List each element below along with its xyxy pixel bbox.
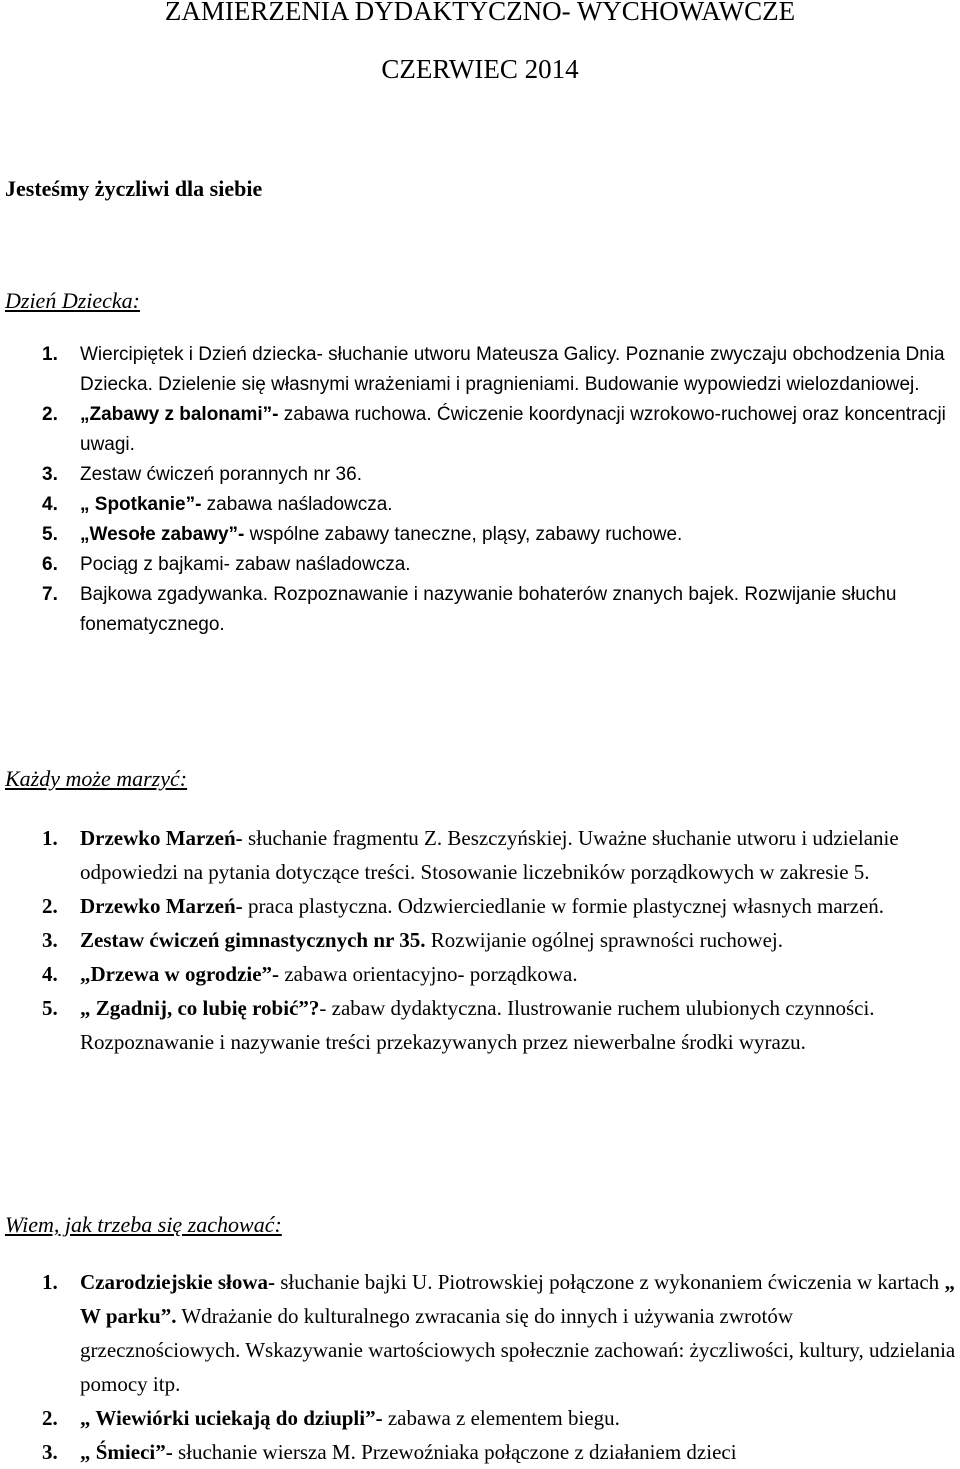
- list-item: [0, 991, 960, 1059]
- list-item: [0, 1265, 960, 1401]
- item-title: Czarodziejskie słowa-: [80, 1270, 275, 1294]
- item-text: Wiercipiętek i Dzień dziecka- słuchanie utworu Mateusza Galicy. Poznanie zwyczaju obchodzenia Dnia Dziecka. Dzielenie się własnymi wrażeniami i pragnieniami. Budowanie wypowiedzi wielozdaniowej.: [80, 344, 945, 395]
- item-number: 1.: [42, 344, 58, 365]
- list-item: [0, 520, 960, 550]
- item-title: Drzewko Marzeń-: [80, 894, 243, 918]
- item-text: zabawa naśladowcza.: [201, 494, 393, 515]
- item-number: 2.: [42, 1406, 58, 1430]
- list-item: [0, 460, 960, 490]
- item-number: 4.: [42, 494, 58, 515]
- section-heading-dzien-dziecka: Dzień Dziecka:: [5, 288, 141, 313]
- item-number: 3.: [42, 464, 58, 485]
- item-text: słuchanie fragmentu Z. Beszczyńskiej. Uważne słuchanie utworu i udzielanie odpowiedzi na pytania dotyczące treści. Stosowanie liczebników porządkowych w zakresie 5.: [80, 826, 899, 884]
- list-item: [0, 821, 960, 889]
- section-list-kazdy-moze-marzyc: [0, 821, 960, 1059]
- list-item: [0, 923, 960, 957]
- item-title: „Wesołe zabawy”-: [80, 524, 245, 545]
- list-item: [0, 490, 960, 520]
- item-title: „ Śmieci”-: [80, 1440, 173, 1464]
- item-number: 2.: [42, 404, 58, 425]
- item-text: słuchanie bajki U. Piotrowskiej połączone z wykonaniem ćwiczenia w kartach: [275, 1270, 945, 1294]
- item-number: 1.: [42, 826, 58, 850]
- section-list-wiem-jak-sie-zachowac: [0, 1265, 960, 1469]
- document-title: ZAMIERZENIA DYDAKTYCZNO- WYCHOWAWCZE: [164, 0, 796, 26]
- item-number: 3.: [42, 1440, 58, 1464]
- list-item: [0, 400, 960, 460]
- item-title-secondary: „ W parku”.: [80, 1270, 955, 1328]
- item-title: Drzewko Marzeń-: [80, 826, 243, 850]
- item-text: słuchanie wiersza M. Przewoźniaka połączone z działaniem dzieci: [172, 1440, 737, 1464]
- list-item: [0, 889, 960, 923]
- item-text: zabawa ruchowa. Ćwiczenie koordynacji wzrokowo-ruchowej oraz koncentracji uwagi.: [80, 404, 946, 455]
- section-heading-kazdy-moze-marzyc: Każdy może marzyć:: [5, 766, 188, 791]
- item-text: praca plastyczna. Odzwierciedlanie w formie plastycznej własnych marzeń.: [242, 894, 885, 918]
- item-title: „Drzewa w ogrodzie”-: [80, 962, 280, 986]
- item-text: Rozwijanie ogólnej sprawności ruchowej.: [425, 928, 783, 952]
- item-number: 2.: [42, 894, 58, 918]
- list-item: [0, 340, 960, 400]
- item-text: wspólne zabawy taneczne, pląsy, zabawy ruchowe.: [244, 524, 683, 545]
- theme-motto: Jesteśmy życzliwi dla siebie: [5, 176, 263, 201]
- list-item: [0, 580, 960, 640]
- list-item: [0, 550, 960, 580]
- item-text: Bajkowa zgadywanka. Rozpoznawanie i nazywanie bohaterów znanych bajek. Rozwijanie słuchu fonematycznego.: [80, 584, 897, 635]
- item-number: 7.: [42, 584, 58, 605]
- document-subtitle-month: CZERWIEC 2014: [381, 54, 579, 84]
- item-text: Pociąg z bajkami- zabaw naśladowcza.: [80, 554, 411, 575]
- item-title: „ Zgadnij, co lubię robić”?: [80, 996, 320, 1020]
- item-title: „ Wiewiórki uciekają do dziupli”-: [80, 1406, 383, 1430]
- item-title: „Zabawy z balonami”-: [80, 404, 279, 425]
- item-title: „ Spotkanie”-: [80, 494, 202, 515]
- list-item: [0, 1401, 960, 1435]
- item-title: Zestaw ćwiczeń gimnastycznych nr 35.: [80, 928, 426, 952]
- item-number: 5.: [42, 996, 58, 1020]
- item-text: - zabaw dydaktyczna. Ilustrowanie ruchem ulubionych czynności. Rozpoznawanie i nazywanie treści przekazywanych przez niewerbalne środki wyrazu.: [80, 996, 875, 1054]
- item-number: 4.: [42, 962, 58, 986]
- item-text-continued: Wdrażanie do kulturalnego zwracania się do innych i używania zwrotów grzecznościowych. Wskazywanie wartościowych społecznie zachowań: życzliwości, kultury, udzielania pomocy itp.: [80, 1304, 956, 1396]
- item-number: 6.: [42, 554, 58, 575]
- item-number: 1.: [42, 1270, 58, 1294]
- item-text: zabawa z elementem biegu.: [382, 1406, 620, 1430]
- section-heading-wiem-jak-sie-zachowac: Wiem, jak trzeba się zachować:: [5, 1212, 282, 1237]
- item-text: zabawa orientacyjno- porządkowa.: [279, 962, 578, 986]
- item-number: 3.: [42, 928, 58, 952]
- section-list-dzien-dziecka: [0, 340, 960, 640]
- list-item: [0, 957, 960, 991]
- item-text: Zestaw ćwiczeń porannych nr 36.: [80, 464, 362, 485]
- item-number: 5.: [42, 524, 58, 545]
